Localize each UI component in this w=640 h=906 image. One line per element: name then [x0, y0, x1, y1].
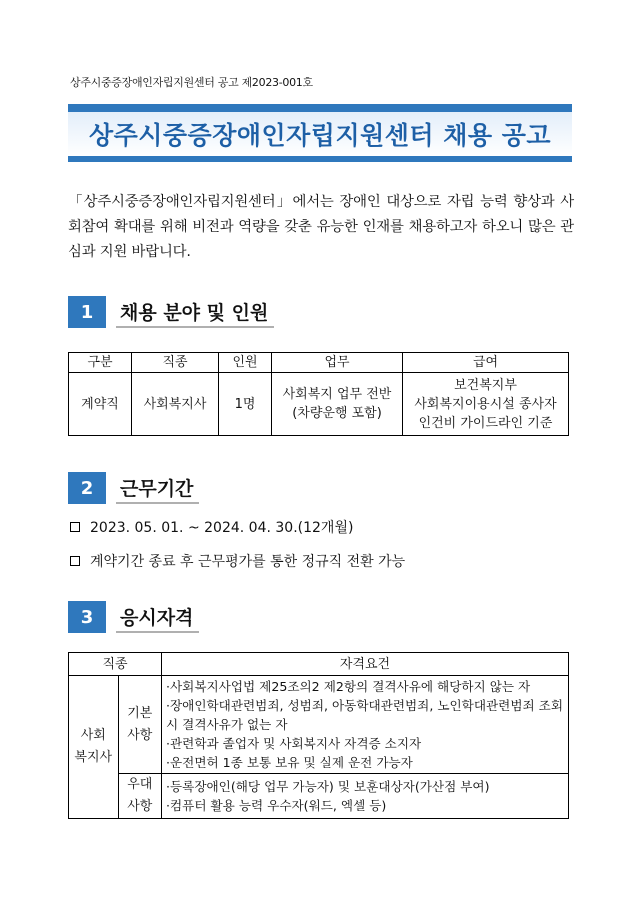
requirement-item: ·사회복지사업법 제25조의2 제2항의 결격사유에 해당하지 않는 자 [166, 679, 531, 694]
cell-basic-requirements [162, 676, 569, 774]
period-item [70, 517, 353, 537]
pay-line: 인건비 가이드라인 기준 [418, 415, 553, 431]
job-line: 복지사 [74, 750, 113, 765]
banner-bottom-bar [68, 156, 572, 162]
requirement-item: ·관련학과 졸업자 및 사회복지사 자격증 소지자 [166, 736, 422, 751]
header-cell: 직종 [132, 353, 219, 373]
section-number: 3 [68, 601, 106, 633]
pay-line: 보건복지부 [454, 377, 517, 393]
page-title: 상주시중증장애인자립지원센터 채용 공고 [88, 121, 552, 150]
section-title: 채용 분야 및 인원 [116, 296, 274, 328]
job-line: 사회 [80, 728, 106, 743]
pay-line: 사회복지이용시설 종사자 [414, 396, 557, 412]
basic-label-line: 사항 [127, 727, 153, 743]
cell-pref-label [118, 774, 161, 819]
header-cell: 구분 [69, 353, 132, 373]
table-row [69, 676, 569, 774]
requirement-item: ·장애인학대관련범죄, 성범죄, 아동학대관련범죄, 노인학대관련범죄 조회시 결격사유가 없는 자 [166, 698, 563, 732]
notice-number: 상주시중증장애인자립지원센터 공고 제2023-001호 [70, 76, 313, 89]
cell-pay [403, 373, 569, 436]
section-title: 응시자격 [116, 601, 199, 633]
table-row [69, 373, 569, 436]
header-cell: 자격요건 [162, 653, 569, 676]
requirement-item: ·운전면허 1종 보통 보유 및 실제 운전 가능자 [166, 755, 413, 770]
header-cell: 직종 [69, 653, 162, 676]
preference-item: ·컴퓨터 활용 능력 우수자(워드, 엑셀 등) [166, 798, 387, 813]
pref-label-line: 사항 [127, 799, 153, 814]
cell-count: 1명 [219, 373, 272, 436]
cell-job [69, 676, 119, 819]
section-number: 1 [68, 296, 106, 328]
basic-label-line: 기본 [127, 705, 153, 721]
period-item [70, 551, 405, 571]
period-text: 2023. 05. 01. ~ 2024. 04. 30.(12개월) [90, 520, 354, 536]
section-heading-1 [68, 296, 274, 328]
banner-body [68, 112, 572, 156]
period-text: 계약기간 종료 후 근무평가를 통한 정규직 전환 가능 [90, 554, 406, 570]
cell-basic-label [118, 676, 161, 774]
header-cell: 급여 [403, 353, 569, 373]
section-heading-3 [68, 601, 199, 633]
section-title: 근무기간 [116, 472, 199, 504]
pref-label-line: 우대 [127, 777, 153, 792]
checkbox-bullet-icon [70, 522, 80, 532]
header-cell: 인원 [219, 353, 272, 373]
duty-line: (차량운행 포함) [292, 406, 382, 421]
section-number: 2 [68, 472, 106, 504]
cell-job: 사회복지사 [132, 373, 219, 436]
cell-type: 계약직 [69, 373, 132, 436]
banner-top-bar [68, 104, 572, 112]
table-header-row [69, 653, 569, 676]
header-cell: 업무 [272, 353, 403, 373]
preference-item: ·등록장애인(해당 업무 가능자) 및 보훈대상자(가산점 부여) [166, 779, 490, 794]
table-header-row [69, 353, 569, 373]
cell-pref-requirements [162, 774, 569, 819]
title-banner [68, 104, 572, 164]
recruit-table [68, 352, 569, 436]
qualification-table [68, 652, 569, 819]
table-row [69, 774, 569, 819]
duty-line: 사회복지 업무 전반 [282, 387, 392, 402]
checkbox-bullet-icon [70, 556, 80, 566]
intro-paragraph: 「상주시중증장애인자립지원센터」에서는 장애인 대상으로 자립 능력 향상과 사회참여 확대를 위해 비전과 역량을 갖춘 유능한 인재를 채용하고자 하오니 많은 관심과 지원 바랍니다. [68, 194, 574, 260]
section-heading-2 [68, 472, 199, 504]
cell-duty [272, 373, 403, 436]
